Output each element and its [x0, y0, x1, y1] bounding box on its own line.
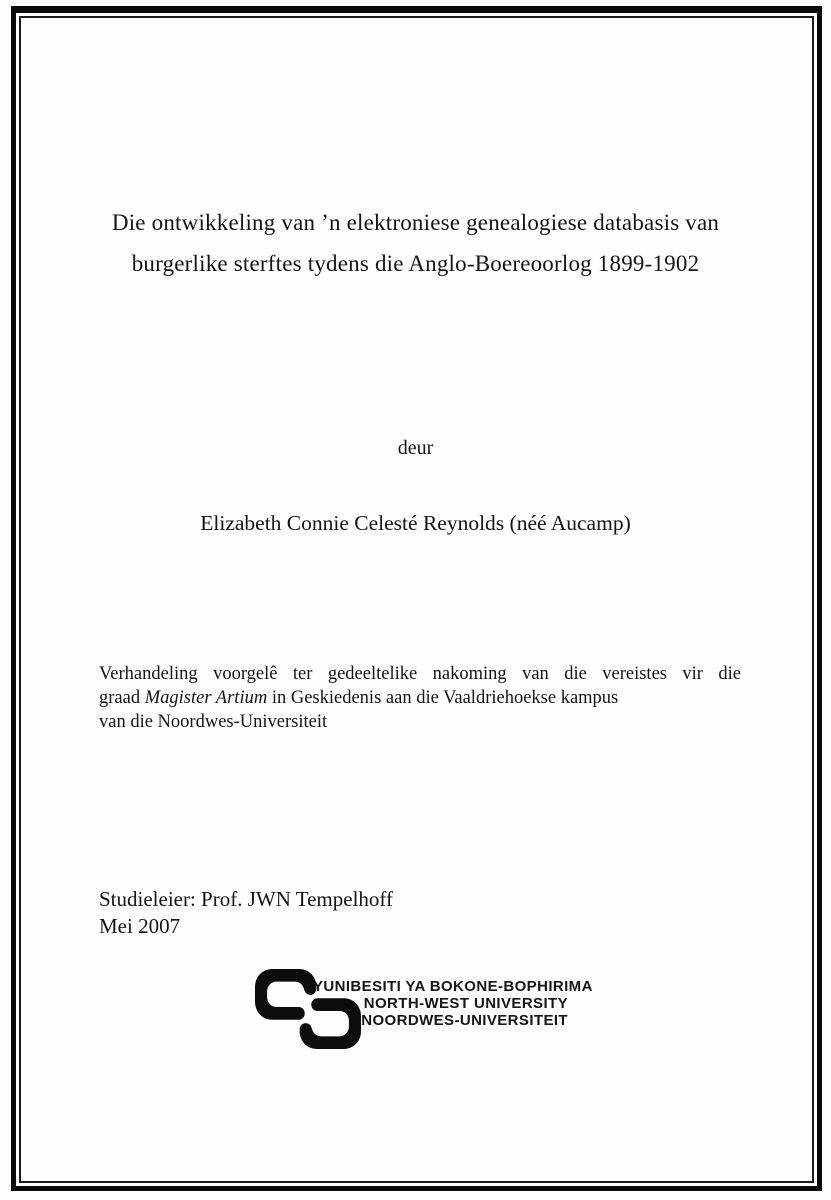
thesis-title-line2: burgerlike sterftes tydens die Anglo-Boereoorlog 1899-1902: [131, 251, 700, 276]
university-logo: [255, 969, 593, 1053]
degree-statement-line2: [99, 686, 741, 710]
author-name: Elizabeth Connie Celesté Reynolds (néé Aucamp): [200, 511, 631, 535]
logo-text-afrikaans: NOORDWES-UNIVERSITEIT: [361, 1012, 568, 1029]
degree-statement: [99, 662, 741, 734]
byline: deur: [397, 437, 434, 459]
university-logo-text: [313, 978, 593, 1029]
supervisor-line: Studieleier: Prof. JWN Tempelhoff: [99, 887, 394, 911]
degree-statement-line1: Verhandeling voorgelê ter gedeeltelike nakoming van die vereistes vir die: [99, 664, 741, 684]
degree-statement-line3: van die Noordwes-Universiteit: [99, 712, 328, 732]
thesis-title: [40, 202, 791, 284]
thesis-title-line1: Die ontwikkeling van ’n elektroniese genealogiese databasis van: [111, 210, 720, 235]
date-line: Mei 2007: [99, 914, 181, 938]
degree-statement-line2-suffix: in Geskiedenis aan die Vaaldriehoekse kampus: [267, 688, 619, 708]
supervisor-block: [99, 886, 393, 940]
degree-statement-line2-prefix: graad: [99, 688, 145, 708]
degree-name-italic: Magister Artium: [144, 688, 268, 708]
logo-text-english: NORTH-WEST UNIVERSITY: [363, 995, 568, 1012]
logo-text-setswana: YUNIBESITI YA BOKONE-BOPHIRIMA: [313, 978, 593, 995]
